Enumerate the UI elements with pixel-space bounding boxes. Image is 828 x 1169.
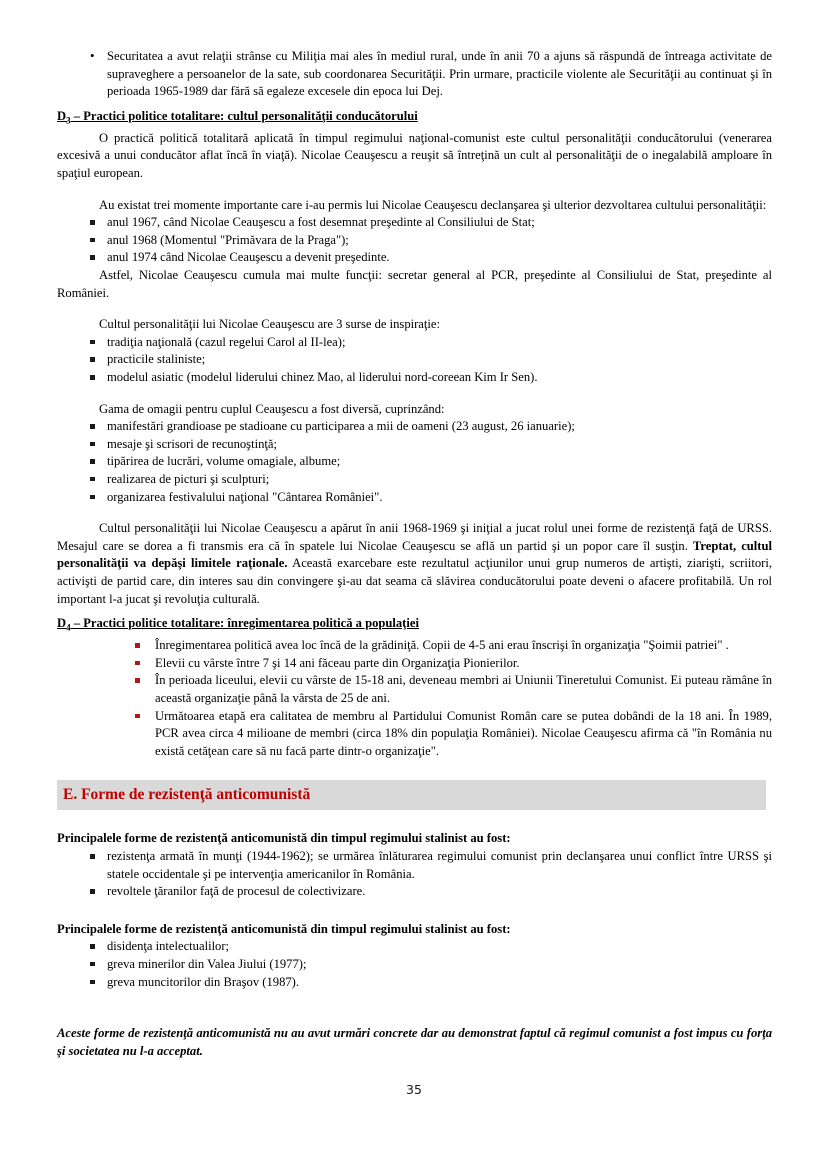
list-item: anul 1974 când Nicolae Ceauşescu a devenit preşedinte. [107,249,772,267]
heading-d4-rest: – Practici politice totalitare: înregimentarea politică a populaţiei [70,616,419,631]
d3-homages-list [57,418,772,506]
d3-sources-list [57,334,772,387]
d3-paragraph-1: O practică politică totalitară aplicată în timpul regimului naţional-comunist este cultul personalităţii conducătorului (venerarea excesivă a unui conducător aflat încă în viaţă). Nicolae Ceauşescu a reuşit să întreţină un cult al personalităţii de o inegalabilă amploare în spaţiul european. [57,130,772,181]
heading-d3-rest: – Practici politice totalitare: cultul personalităţii conducătorului [70,108,418,123]
section-heading-d4 [57,615,772,637]
d3-paragraph-3: Astfel, Nicolae Ceauşescu cumula mai multe funcţii: secretar general al PCR, preşedinte al Consiliului de Stat, preşedinte al României. [57,268,772,300]
spacer [57,387,772,401]
list-item: tradiţia naţională (cazul regelui Carol al II-lea); [107,334,772,352]
heading-d4-prefix: D [57,616,67,631]
list-item: • Securitatea a avut relaţii strânse cu Miliţia mai ales în mediul rural, unde în anii 70 a ajuns să răspundă de întreaga activitate de supraveghere a persoanelor de la sate, sub coordonarea Securităţii. Prin urmare, practicile violente ale Securităţii au continuat şi în perioada 1965-1989 dar fără să egaleze excesele din epoca lui Dej. [107,48,772,101]
spacer [57,101,772,108]
d3-paragraph-6 [57,520,772,608]
spacer [57,1011,772,1025]
list-item: În perioada liceului, elevii cu vârste de 15-18 ani, deveneau membri ai Uniunii Tineretului Comunist. Ei puteau rămâne în această organizaţie până la vârsta de 25 de ani. [155,672,772,707]
list-item: disidenţa intelectualilor; [107,938,772,956]
list-item: mesaje şi scrisori de recunoştinţă; [107,436,772,454]
spacer [57,183,772,197]
intro-bullet-list [57,48,772,101]
list-item: anul 1967, când Nicolae Ceauşescu a fost desemnat preşedinte al Consiliului de Stat; [107,214,772,232]
heading-d3-prefix: D [57,108,67,123]
page-number: 35 [406,1082,422,1097]
d4-items-list [57,637,772,760]
d3-paragraph-4: Cultul personalităţii lui Nicolae Ceauşescu are 3 surse de inspiraţie: [99,317,440,332]
spacer [57,302,772,316]
list-item: anul 1968 (Momentul "Primăvara de la Praga"); [107,232,772,250]
list-item: practicile staliniste; [107,351,772,369]
list-item: modelul asiatic (modelul liderului chinez Mao, al liderului nord-coreean Kim Ir Sen). [107,369,772,387]
section-e-list-1 [57,848,772,901]
section-e-lead-2: Principalele forme de rezistenţă anticomunistă din timpul regimului stalinist au fost: [57,921,511,936]
d3-paragraph-2: Au existat trei momente importante care i-au permis lui Nicolae Ceauşescu declanşarea şi ulterior dezvoltarea cultului personalităţii: [99,197,767,212]
spacer [57,506,772,520]
d3-p6-emphasis: Treptat, cultul personalităţii va depăşi limitele raţionale. [57,538,772,571]
spacer [57,991,772,1011]
d3-p6-part-a: Cultul personalităţii lui Nicolae Ceauşescu a apărut în anii 1968-1969 şi iniţial a jucat rolul unei forme de rezistenţă faţă de URSS. Mesajul care se dorea a fi transmis era că în spatele lui Nicolae Ceauşescu se află un partid şi un popor care îl susţin. [57,521,772,553]
list-item: realizarea de picturi şi sculpturi; [107,471,772,489]
list-item: organizarea festivalului naţional "Cântarea României". [107,489,772,507]
spacer [57,810,772,830]
list-item: Înregimentarea politică avea loc încă de la grădiniţă. Copii de 4-5 ani erau înscrişi în organizaţia "Şoimii patriei" . [155,637,772,655]
list-item: Elevii cu vârste între 7 şi 14 ani făceau parte din Organizaţia Pionierilor. [155,655,772,673]
d3-moments-list [57,214,772,267]
list-item: rezistenţa armată în munţi (1944-1962); se urmărea înlăturarea regimului comunist prin declanşarea unui conflict între URSS şi statele occidentale şi pe intervenţia americanilor în România. [107,848,772,883]
section-e-closing-note: Aceste forme de rezistenţă anticomunistă nu au avut urmări concrete dar au demonstrat faptul că regimul comunist a fost impus cu forţa şi societatea nu l-a acceptat. [57,1026,772,1058]
page-content [57,48,772,1060]
list-item: Următoarea etapă era calitatea de membru al Partidului Comunist Român care se putea dobândi de la 18 ani. În 1989, PCR avea circa 4 milioane de membri (circa 18% din populaţia României). Nicolae Ceauşescu afirma că "în România nu există cetăţean care să nu facă parte dintr-o organizaţie". [155,708,772,761]
list-item: greva muncitorilor din Braşov (1987). [107,974,772,992]
section-e-list-2 [57,938,772,991]
section-heading-e: E. Forme de rezistenţă anticomunistă [57,780,766,810]
section-heading-d3 [57,108,772,130]
d3-p6-part-b: Această exarcebare este rezultatul acţiunilor unui grup numeros de artişti, ziarişti, scriitori, activişti de partid care, din interes sau din convingere şi-au dat seama că slăvirea conducătorului poate deveni o afacere profitabilă. Un rol important l-a jucat şi revoluţia culturală. [57,556,773,606]
heading-d3-subscript: 3 [66,115,71,126]
d3-paragraph-5: Gama de omagii pentru cuplul Ceauşescu a fost diversă, cuprinzând: [99,401,445,416]
spacer [57,760,772,780]
spacer [57,608,772,615]
list-item: manifestări grandioase pe stadioane cu participarea a mii de oameni (23 august, 26 ianuarie); [107,418,772,436]
list-item: greva minerilor din Valea Jiului (1977); [107,956,772,974]
list-item: tipărirea de lucrări, volume omagiale, albume; [107,453,772,471]
list-item: revoltele ţăranilor faţă de procesul de colectivizare. [107,883,772,901]
spacer [57,901,772,921]
heading-d4-subscript: 4 [66,622,71,633]
section-e-lead-1: Principalele forme de rezistenţă anticomunistă din timpul regimului stalinist au fost: [57,831,511,846]
